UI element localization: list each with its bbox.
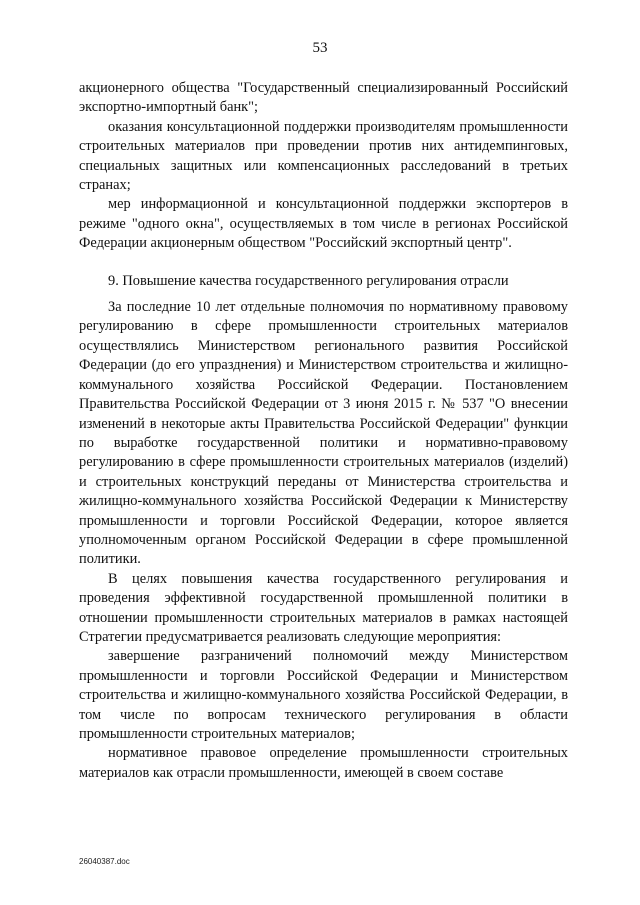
paragraph-one-window: мер информационной и консультационной поддержки экспортеров в режиме "одного окна", осуществляемых в том числе в регионах Российской Федерации акционерным обществом "Российский экспортный центр".	[79, 196, 568, 252]
document-body	[79, 79, 568, 783]
section-heading: 9. Повышение качества государственного регулирования отрасли	[108, 272, 509, 289]
page-number: 53	[312, 40, 328, 56]
paragraph-consulting-support: оказания консультационной поддержки производителям промышленности строительных материалов при проведении против них антидемпинговых, специальных защитных или компенсационных расследований в третьих странах;	[79, 118, 568, 194]
paragraph-continuation: акционерного общества "Государственный специализированный Российский экспортно-импортный банк";	[79, 80, 568, 116]
paragraph-measure-definition: нормативное правовое определение промышленности строительных материалов как отрасли промышленности, имеющей в своем составе	[79, 745, 568, 781]
footer-document-id: 26040387.doc	[79, 857, 130, 866]
paragraph-regulation-history: За последние 10 лет отдельные полномочия по нормативному правовому регулированию в сфере промышленности строительных материалов осуществлялись Министерством регионального развития Российской Федерации (до его упразднения) и Министерством строительства и жилищно-коммунального хозяйства Российской Федерации. Постановлением Правительства Российской Федерации от 3 июня 2015 г. № 537 "О внесении изменений в некоторые акты Правительства Российской Федерации" функции по выработке государственной политики и нормативно-правовому регулированию в сфере промышленности строительных материалов (изделий) и строительных конструкций переданы от Министерства строительства и жилищно-коммунального хозяйства Российской Федерации к Министерству промышленности и торговли Российской Федерации, которое является уполномоченным органом Российской Федерации в сфере промышленной политики.	[79, 299, 568, 568]
paragraph-measure-delimitation: завершение разграничений полномочий между Министерством промышленности и торговли Российской Федерации и Министерством строительства и жилищно-коммунального хозяйства Российской Федерации, в том числе по вопросам технического регулирования в области промышленности строительных материалов;	[79, 648, 568, 742]
paragraph-measures-intro: В целях повышения качества государственного регулирования и проведения эффективной государственной промышленной политики в отношении промышленности строительных материалов в рамках настоящей Стратегии предусматривается реализовать следующие мероприятия:	[79, 570, 568, 645]
